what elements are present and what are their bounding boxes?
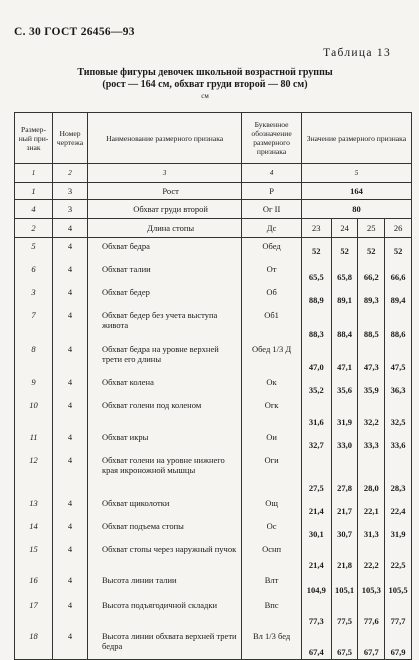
value-cell: 80	[301, 200, 411, 219]
value-cell: 52	[358, 238, 385, 261]
table-row	[15, 429, 412, 452]
feature-number: 13	[15, 495, 53, 518]
feature-name: Длина стопы	[88, 219, 242, 238]
table-row	[15, 597, 412, 628]
feature-number: 6	[15, 261, 53, 284]
feature-number: 18	[15, 628, 53, 660]
value-cell: 32,2	[358, 397, 385, 429]
value-cell: 77,3	[301, 597, 331, 628]
value-cell: 47,0	[301, 341, 331, 374]
feature-name: Обхват бедер без учета выступа живота	[88, 307, 242, 341]
feature-number: 4	[15, 200, 53, 219]
feature-name: Обхват бедра на уровне верхней трети его длины	[88, 341, 242, 374]
value-cell: 23	[301, 219, 331, 238]
drawing-number: 4	[53, 518, 88, 541]
value-cell: 32,5	[385, 397, 412, 429]
feature-symbol: Обед	[242, 238, 302, 261]
feature-number: 12	[15, 452, 53, 495]
table-row	[15, 495, 412, 518]
value-cell: 31,9	[385, 518, 412, 541]
drawing-number: 4	[53, 495, 88, 518]
feature-symbol: Ок	[242, 374, 302, 397]
value-cell: 27,8	[331, 452, 358, 495]
value-cell: 21,8	[331, 541, 358, 572]
table-row	[15, 238, 412, 261]
table-row	[15, 374, 412, 397]
value-cell: 21,4	[301, 495, 331, 518]
feature-symbol: Ощ	[242, 495, 302, 518]
value-cell: 88,5	[358, 307, 385, 341]
value-cell: 104,9	[301, 572, 331, 597]
value-cell: 22,5	[385, 541, 412, 572]
table-number: Таблица 13	[323, 47, 391, 59]
value-cell: 21,7	[331, 495, 358, 518]
feature-name: Обхват груди второй	[88, 200, 242, 219]
value-cell: 88,9	[301, 284, 331, 307]
drawing-number: 4	[53, 341, 88, 374]
header-drawing-no: Номер чертежа	[53, 113, 88, 164]
feature-number: 5	[15, 238, 53, 261]
feature-number: 1	[15, 183, 53, 200]
feature-name: Обхват голени на уровне нижнего края икроножной мышцы	[88, 452, 242, 495]
feature-number: 15	[15, 541, 53, 572]
feature-name: Высота линии обхвата верхней трети бедра	[88, 628, 242, 660]
value-cell: 35,9	[358, 374, 385, 397]
col-number: 3	[88, 164, 242, 183]
drawing-number: 4	[53, 307, 88, 341]
value-cell: 31,9	[331, 397, 358, 429]
value-cell: 52	[331, 238, 358, 261]
table-row	[15, 200, 412, 219]
feature-symbol: Об	[242, 284, 302, 307]
value-cell: 30,7	[331, 518, 358, 541]
value-cell: 88,3	[301, 307, 331, 341]
feature-symbol: От	[242, 261, 302, 284]
feature-symbol: Вл 1/3 бед	[242, 628, 302, 660]
feature-name: Обхват талии	[88, 261, 242, 284]
value-cell: 22,1	[358, 495, 385, 518]
page-header-left: С. 30 ГОСТ 26456—93	[14, 26, 135, 38]
value-cell: 66,6	[385, 261, 412, 284]
value-cell: 52	[301, 238, 331, 261]
feature-symbol: Обед 1/3 Д	[242, 341, 302, 374]
value-cell: 32,7	[301, 429, 331, 452]
feature-number: 3	[15, 284, 53, 307]
table-row	[15, 341, 412, 374]
feature-name: Рост	[88, 183, 242, 200]
col-number: 5	[301, 164, 411, 183]
feature-name: Высота линии талии	[88, 572, 242, 597]
value-cell: 77,5	[331, 597, 358, 628]
value-cell: 88,6	[385, 307, 412, 341]
value-cell: 22,2	[358, 541, 385, 572]
value-cell: 22,4	[385, 495, 412, 518]
drawing-number: 4	[53, 452, 88, 495]
drawing-number: 4	[53, 541, 88, 572]
value-cell: 88,4	[331, 307, 358, 341]
value-cell: 26	[385, 219, 412, 238]
feature-name: Обхват щиколотки	[88, 495, 242, 518]
value-cell: 67,4	[301, 628, 331, 660]
value-cell: 31,6	[301, 397, 331, 429]
table-caption-line1: Типовые фигуры девочек школьной возрастной группы	[77, 67, 333, 78]
value-cell: 47,1	[331, 341, 358, 374]
header-feature-no: Размер- ный при- знак	[15, 113, 53, 164]
table-row	[15, 518, 412, 541]
value-cell: 65,5	[301, 261, 331, 284]
value-cell: 30,1	[301, 518, 331, 541]
table-row	[15, 452, 412, 495]
measurements-table	[14, 112, 412, 660]
drawing-number: 4	[53, 572, 88, 597]
drawing-number: 3	[53, 183, 88, 200]
value-cell: 31,3	[358, 518, 385, 541]
value-cell: 67,5	[331, 628, 358, 660]
header-feature-name: Наименование размерного признака	[88, 113, 242, 164]
value-cell: 66,2	[358, 261, 385, 284]
value-cell: 27,5	[301, 452, 331, 495]
feature-name: Обхват стопы через наружный пучок	[88, 541, 242, 572]
drawing-number: 4	[53, 397, 88, 429]
value-cell: 67,9	[385, 628, 412, 660]
feature-number: 8	[15, 341, 53, 374]
drawing-number: 4	[53, 597, 88, 628]
feature-name: Обхват икры	[88, 429, 242, 452]
table-row	[15, 219, 412, 238]
value-cell: 33,3	[358, 429, 385, 452]
value-cell: 89,3	[358, 284, 385, 307]
feature-name: Обхват бедра	[88, 238, 242, 261]
feature-symbol: Оснп	[242, 541, 302, 572]
drawing-number: 4	[53, 261, 88, 284]
feature-number: 16	[15, 572, 53, 597]
drawing-number: 3	[53, 200, 88, 219]
header-symbol: Буквенное обозначение размерного признака	[242, 113, 302, 164]
value-cell: 105,5	[385, 572, 412, 597]
feature-number: 11	[15, 429, 53, 452]
value-cell: 105,1	[331, 572, 358, 597]
feature-name: Обхват подъема стопы	[88, 518, 242, 541]
feature-name: Обхват бедер	[88, 284, 242, 307]
value-cell: 105,3	[358, 572, 385, 597]
feature-name: Высота подъягодичной складки	[88, 597, 242, 628]
table-caption-unit: см	[201, 92, 209, 100]
header-value: Значение размерного признака	[301, 113, 411, 164]
table-row	[15, 397, 412, 429]
value-cell: 21,4	[301, 541, 331, 572]
feature-symbol: Ог II	[242, 200, 302, 219]
value-cell: 164	[301, 183, 411, 200]
table-row	[15, 572, 412, 597]
value-cell: 77,7	[385, 597, 412, 628]
value-cell: 89,4	[385, 284, 412, 307]
value-cell: 47,3	[358, 341, 385, 374]
drawing-number: 4	[53, 374, 88, 397]
value-cell: 28,3	[385, 452, 412, 495]
feature-number: 17	[15, 597, 53, 628]
feature-symbol: Ои	[242, 429, 302, 452]
value-cell: 67,7	[358, 628, 385, 660]
table-caption-line2: (рост — 164 см, обхват груди второй — 80 см)	[102, 79, 308, 90]
value-cell: 24	[331, 219, 358, 238]
feature-number: 2	[15, 219, 53, 238]
value-cell: 35,2	[301, 374, 331, 397]
feature-symbol: Оги	[242, 452, 302, 495]
table-row	[15, 261, 412, 284]
table-body	[15, 183, 412, 660]
feature-number: 10	[15, 397, 53, 429]
drawing-number: 4	[53, 628, 88, 660]
drawing-number: 4	[53, 238, 88, 261]
feature-symbol: Дс	[242, 219, 302, 238]
feature-symbol: Ос	[242, 518, 302, 541]
value-cell: 33,6	[385, 429, 412, 452]
feature-number: 9	[15, 374, 53, 397]
feature-symbol: Об1	[242, 307, 302, 341]
value-cell: 77,6	[358, 597, 385, 628]
table-row	[15, 541, 412, 572]
table-row	[15, 183, 412, 200]
feature-symbol: Впс	[242, 597, 302, 628]
table-row	[15, 307, 412, 341]
feature-name: Обхват голени под коленом	[88, 397, 242, 429]
value-cell: 25	[358, 219, 385, 238]
drawing-number: 4	[53, 284, 88, 307]
value-cell: 52	[385, 238, 412, 261]
table-row	[15, 284, 412, 307]
value-cell: 65,8	[331, 261, 358, 284]
col-number: 1	[15, 164, 53, 183]
value-cell: 33,0	[331, 429, 358, 452]
value-cell: 28,0	[358, 452, 385, 495]
drawing-number: 4	[53, 219, 88, 238]
feature-symbol: Влт	[242, 572, 302, 597]
value-cell: 35,6	[331, 374, 358, 397]
feature-number: 14	[15, 518, 53, 541]
value-cell: 89,1	[331, 284, 358, 307]
feature-symbol: Огк	[242, 397, 302, 429]
value-cell: 47,5	[385, 341, 412, 374]
col-number: 2	[53, 164, 88, 183]
col-number: 4	[242, 164, 302, 183]
feature-name: Обхват колена	[88, 374, 242, 397]
drawing-number: 4	[53, 429, 88, 452]
value-cell: 36,3	[385, 374, 412, 397]
table-row	[15, 628, 412, 660]
feature-symbol: Р	[242, 183, 302, 200]
feature-number: 7	[15, 307, 53, 341]
